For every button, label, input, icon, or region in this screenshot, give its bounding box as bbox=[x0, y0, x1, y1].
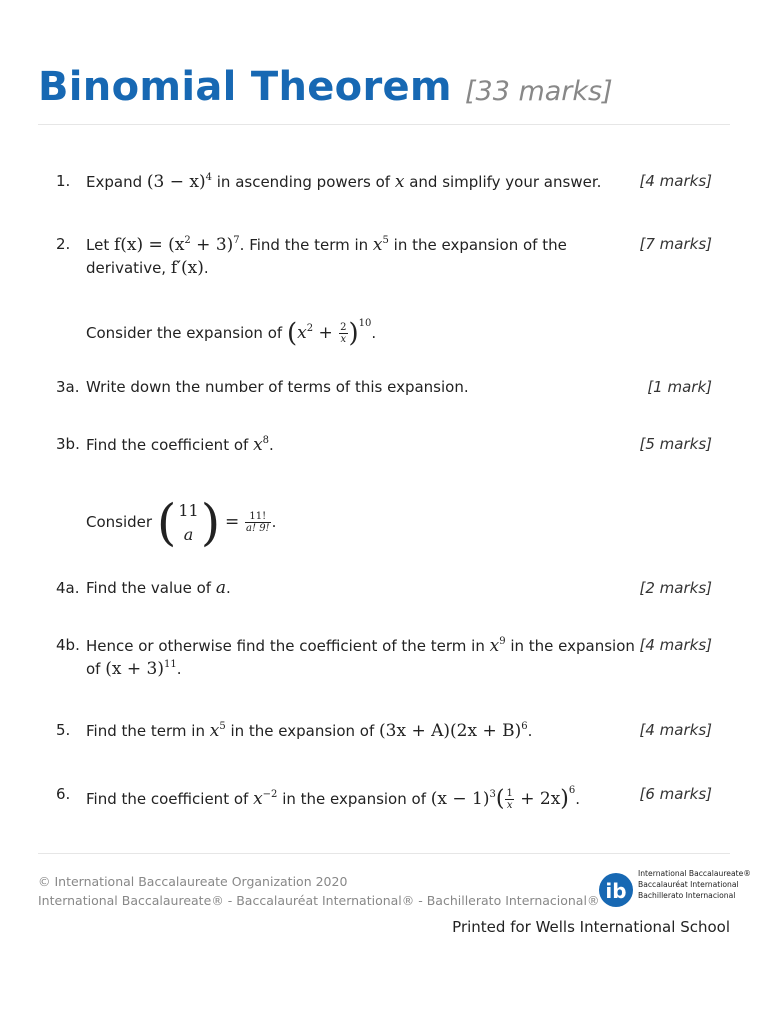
svg-text:ib: ib bbox=[605, 879, 627, 903]
exponent: 5 bbox=[382, 235, 389, 246]
text: Find the term in bbox=[86, 722, 210, 740]
exponent: 6 bbox=[568, 785, 576, 796]
text: . Find the term in bbox=[239, 236, 373, 254]
right-paren: ) bbox=[560, 786, 569, 812]
trademark-notice: International Baccalaureate® - Baccalauréat International® - Bachillerato Internacional® bbox=[38, 893, 600, 908]
text: Find the value of bbox=[86, 579, 216, 597]
numerator: 11! bbox=[245, 511, 271, 523]
text: . bbox=[527, 722, 533, 740]
text: . bbox=[203, 259, 209, 277]
left-paren: ( bbox=[286, 318, 298, 349]
text: . bbox=[176, 660, 182, 678]
footer-divider bbox=[38, 853, 730, 854]
exponent: 2 bbox=[306, 323, 314, 334]
text: Let bbox=[86, 236, 114, 254]
math-expression: f(x) = (x bbox=[113, 235, 185, 255]
question-marks: [2 marks] bbox=[639, 579, 712, 597]
question-marks: [4 marks] bbox=[639, 636, 712, 654]
question-marks: [4 marks] bbox=[639, 172, 712, 190]
context-text bbox=[86, 318, 638, 349]
text: Consider the expansion of bbox=[86, 324, 287, 342]
math-variable: x bbox=[253, 789, 263, 809]
question-marks: [1 mark] bbox=[647, 378, 712, 396]
text: of bbox=[86, 660, 106, 678]
title-divider bbox=[38, 124, 730, 125]
exponent: −2 bbox=[262, 789, 278, 800]
logo-line: Bachillerato Internacional bbox=[638, 891, 736, 900]
math-variable: x bbox=[394, 172, 405, 192]
exponent: 2 bbox=[184, 235, 191, 246]
math-variable: x bbox=[253, 435, 263, 455]
math-operator: = bbox=[225, 512, 240, 532]
math-expression: (3 − x) bbox=[146, 172, 206, 192]
math-variable: x bbox=[209, 721, 220, 741]
left-paren: ( bbox=[495, 786, 505, 812]
question-number: 1. bbox=[56, 172, 71, 190]
math-variable: a bbox=[215, 578, 226, 598]
text: Consider bbox=[86, 513, 157, 531]
printed-for: Printed for Wells International School bbox=[452, 918, 730, 936]
text: . bbox=[226, 579, 231, 597]
binomial-bottom: a bbox=[183, 524, 194, 544]
exponent: 6 bbox=[521, 721, 528, 732]
question-text bbox=[86, 434, 638, 457]
math-variable: x bbox=[372, 235, 383, 255]
math-expression: (x + 3) bbox=[105, 659, 164, 679]
question-marks: [6 marks] bbox=[639, 785, 712, 803]
question-marks: [7 marks] bbox=[639, 235, 712, 253]
math-operator: + bbox=[313, 323, 339, 343]
question-text bbox=[86, 577, 638, 600]
numerator: 2 bbox=[340, 322, 347, 333]
text: in the expansion of the bbox=[388, 236, 567, 254]
question-number: 4a. bbox=[56, 579, 80, 597]
text: in ascending powers of bbox=[211, 173, 395, 191]
exponent: 8 bbox=[262, 435, 270, 446]
question-number: 5. bbox=[56, 721, 71, 739]
question-text bbox=[86, 635, 638, 681]
logo-line: Baccalauréat International bbox=[638, 880, 739, 889]
exponent: 7 bbox=[233, 235, 240, 246]
text: Find the coefficient of bbox=[86, 436, 254, 454]
denominator: a! 9! bbox=[246, 523, 270, 534]
exponent: 9 bbox=[499, 636, 506, 647]
left-paren: ( bbox=[156, 493, 177, 552]
text: Write down the number of terms of this expansion. bbox=[86, 378, 469, 396]
copyright-notice: © International Baccalaureate Organization 2020 bbox=[38, 874, 348, 889]
binomial-coefficient bbox=[178, 499, 198, 547]
text: derivative, bbox=[86, 259, 171, 277]
page-title: Binomial Theorem bbox=[38, 64, 452, 110]
math-expression: f′(x) bbox=[170, 258, 204, 278]
title-row bbox=[38, 64, 613, 110]
total-marks: [33 marks] bbox=[464, 76, 613, 107]
question-number: 6. bbox=[56, 785, 71, 803]
question-text bbox=[86, 376, 638, 399]
question-number: 3b. bbox=[56, 435, 80, 453]
text: . bbox=[371, 324, 377, 342]
question-marks: [5 marks] bbox=[639, 435, 712, 453]
ib-logo-wordmark bbox=[638, 868, 751, 901]
numerator: 1 bbox=[506, 788, 513, 799]
question-number: 3a. bbox=[56, 378, 80, 396]
text: in the expansion bbox=[505, 637, 635, 655]
question-text bbox=[86, 171, 638, 194]
text: . bbox=[271, 513, 277, 531]
math-variable: x bbox=[297, 323, 307, 343]
text: . bbox=[269, 436, 274, 454]
math-expression: + 3) bbox=[190, 235, 234, 255]
denominator: x bbox=[506, 800, 513, 811]
text: in the expansion of bbox=[277, 790, 431, 808]
text: Hence or otherwise find the coefficient of the term in bbox=[86, 637, 490, 655]
fraction bbox=[505, 788, 513, 811]
math-expression: + 2x bbox=[514, 789, 561, 809]
right-paren: ) bbox=[348, 318, 359, 349]
exponent: 11 bbox=[163, 659, 177, 670]
ib-logo bbox=[596, 866, 751, 916]
text: and simplify your answer. bbox=[404, 173, 602, 191]
exponent: 3 bbox=[489, 789, 496, 800]
question-text bbox=[86, 234, 638, 280]
exponent: 5 bbox=[219, 721, 226, 732]
binomial-top: 11 bbox=[178, 500, 199, 520]
question-number: 2. bbox=[56, 235, 71, 253]
context-text bbox=[86, 494, 638, 550]
text: in the expansion of bbox=[225, 722, 380, 740]
question-marks: [4 marks] bbox=[639, 721, 712, 739]
fraction bbox=[245, 511, 271, 534]
ib-logo-icon bbox=[596, 866, 636, 910]
exponent: 10 bbox=[358, 318, 372, 329]
right-paren: ) bbox=[200, 493, 221, 552]
text: . bbox=[575, 790, 581, 808]
text: Find the coefficient of bbox=[86, 790, 254, 808]
fraction bbox=[339, 322, 347, 345]
question-text bbox=[86, 785, 638, 812]
question-number: 4b. bbox=[56, 636, 80, 654]
exponent: 4 bbox=[205, 172, 212, 183]
text: Expand bbox=[86, 173, 147, 191]
math-variable: x bbox=[489, 636, 500, 656]
logo-line: International Baccalaureate® bbox=[638, 869, 751, 878]
math-expression: (3x + A)(2x + B) bbox=[379, 721, 522, 741]
denominator: x bbox=[340, 334, 347, 345]
math-expression: (x − 1) bbox=[430, 789, 490, 809]
question-text bbox=[86, 720, 638, 743]
